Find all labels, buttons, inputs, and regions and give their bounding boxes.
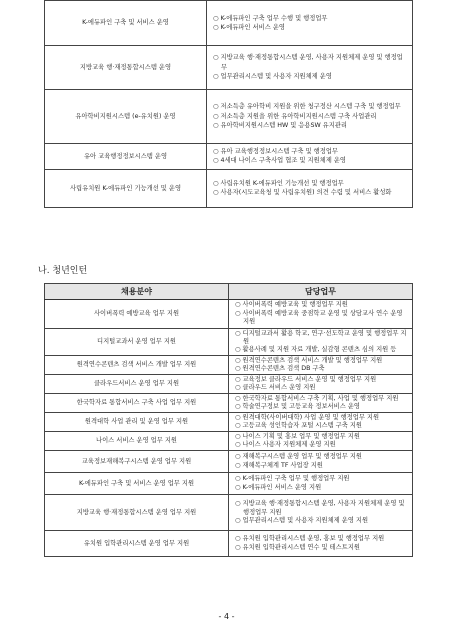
page-number: - 4 - (218, 612, 235, 621)
field-cell: 사이버폭력 예방교육 업무 지원 (45, 300, 229, 329)
duty-cell (229, 413, 413, 432)
duty-item: ○ 원격연수콘텐츠 검색 서비스 개발 및 행정업무 지원 (235, 356, 383, 364)
table-row (45, 394, 413, 413)
field-cell: K-에듀파인 구축 및 서비스 운영 (45, 1, 207, 46)
field-cell: 유아 교육행정정보시스템 운영 (45, 144, 207, 170)
duty-cell (229, 451, 413, 473)
table-row (45, 413, 413, 432)
duty-item: ○ 사이버폭력 예방교육 및 행정업무 지원 (235, 301, 348, 309)
duty-item: ○ 재해복구시스템 운영 업무 및 행정업무 지원 (235, 453, 362, 461)
table-row (45, 329, 413, 356)
duty-item: ○ 클라우드 서비스 운영 지원 (235, 384, 316, 392)
field-cell: 교육정보재해복구시스템 운영 업무 지원 (45, 451, 229, 473)
duty-cell (207, 169, 413, 207)
duty-cell (207, 1, 413, 46)
duty-item: ○ 저소득층 지원을 위한 유아학비지원시스템 구축 사업관리 (213, 112, 377, 120)
job-duty-table-continued (44, 0, 413, 208)
field-cell: 나이스 서비스 운영 업무 지원 (45, 432, 229, 451)
table-header-row (45, 284, 413, 300)
duty-item: ○ 한국학자료 통합서비스 구축 기획, 사업 및 행정업무 지원 (235, 394, 399, 402)
duty-item: ○ 지방교육 행·재정통합시스템 운영, 사용자 지원체제 운영 및 행정업무 지원 (235, 500, 405, 516)
duty-cell (207, 144, 413, 170)
table-row (45, 495, 413, 531)
duty-cell (229, 375, 413, 394)
table-row (45, 90, 413, 144)
duty-item: ○ 업무관리시스템 및 사용자 지원체제 운영 (213, 73, 332, 81)
duty-item: ○ 사이버폭력 예방교육 중점학교 운영 및 상담교사 연수 운영지원 (235, 309, 403, 326)
field-cell: 한국학자료 통합서비스 구축 사업 업무 지원 (45, 394, 229, 413)
duty-item: ○ 디지털교과서 활용 학교, 연구·선도학교 운영 및 행정업무 지원 (235, 329, 407, 345)
field-cell: 지방교육 행·재정통합시스템 운영 (45, 46, 207, 90)
duty-item: ○ 교육정보 클라우드 서비스 운영 및 행정업무 지원 (235, 375, 377, 383)
table-row (45, 356, 413, 375)
duty-item: ○ 재해복구체계 TF 사업장 지원 (235, 461, 323, 469)
duty-cell (229, 473, 413, 495)
table-row (45, 375, 413, 394)
field-cell: 지방교육 행·재정통합시스템 운영 업무 지원 (45, 495, 229, 531)
field-label: 유아학비지원시스템 (e-유치원) 운영 (75, 112, 176, 120)
field-cell: 원격연수콘텐츠 검색 서비스 개발 업무 지원 (45, 356, 229, 375)
duty-item: ○ 사용자(시도교육청 및 사립유치원) 의견 수렴 및 서비스 활성화 (213, 189, 392, 197)
duty-cell (229, 356, 413, 375)
duty-item: ○ K-에듀파인 구축 업무 및 행정업무 지원 (235, 475, 350, 483)
duty-cell (229, 432, 413, 451)
duty-cell (229, 329, 413, 356)
duty-item: ○ 업무관리시스템 및 사용자 지원체제 운영 지원 (235, 516, 369, 524)
table-row (45, 531, 413, 557)
section-title: 나. 청년인턴 (38, 266, 88, 276)
duty-cell (207, 90, 413, 144)
field-cell (45, 90, 207, 144)
field-cell: 원격대학 사업 관리 및 운영 업무 지원 (45, 413, 229, 432)
field-cell (45, 169, 207, 207)
duty-item: ○ K-에듀파인 서비스 운영 (213, 24, 285, 31)
table-row (45, 46, 413, 90)
field-cell: 디지털교과서 운영 업무 지원 (45, 329, 229, 356)
youth-intern-table (44, 283, 413, 557)
duty-item: ○ 나이스 기획 및 홍보 업무 및 행정업무 지원 (235, 432, 360, 440)
duty-cell (229, 300, 413, 329)
duty-item: ○ 고등교육 성인학습자 포털 시스템 구축 지원 (235, 422, 362, 430)
field-cell: 유치원 입학관리시스템 운영 업무 지원 (45, 531, 229, 557)
duty-cell (229, 531, 413, 557)
duty-cell (229, 495, 413, 531)
duty-item: ○ 유아학비지원시스템 HW 및 응용SW 유지관리 (213, 122, 348, 130)
table-row (45, 1, 413, 46)
field-label: 사립유치원 K-에듀파인 기능개선 및 운영 (69, 184, 182, 192)
table-row (45, 169, 413, 207)
duty-cell (207, 46, 413, 90)
duty-item: ○ 4세대 나이스 구축사업 협조 및 지원체제 운영 (213, 157, 347, 165)
table-row (45, 144, 413, 170)
duty-item: ○ 유치원 입학관리시스템 운영, 홍보 및 행정업무 지원 (235, 535, 385, 543)
column-header-field: 채용분야 (45, 284, 229, 300)
duty-item: ○ 지방교육 행·재정통합시스템 운영, 사용자 지원체제 운영 및 행정업무 (213, 54, 403, 71)
table-row (45, 451, 413, 473)
duty-item: ○ 사립유치원 K-에듀파인 기능개선 및 행정업무 (213, 179, 344, 187)
field-cell: K-에듀파인 구축 및 서비스 운영 업무 지원 (45, 473, 229, 495)
duty-item: ○ 유아 교육행정정보시스템 구축 및 행정업무 (213, 148, 338, 155)
field-cell: 클라우드서비스 운영 업무 지원 (45, 375, 229, 394)
duty-item: ○ 활용사례 및 지원 자료 개발, 실감형 콘텐츠 심의 지원 등 (235, 346, 397, 354)
duty-item: ○ 저소득층 유아학비 지원을 위한 청구정산 시스템 구축 및 행정업무 (213, 103, 401, 111)
table-row (45, 432, 413, 451)
table-row (45, 300, 413, 329)
column-header-duty: 담당업무 (229, 284, 413, 300)
duty-item: ○ 원격연수콘텐츠 검색 DB 구축 (235, 365, 325, 373)
table-row (45, 473, 413, 495)
duty-item: ○ K-에듀파인 구축 업무 수행 및 행정업무 (213, 14, 328, 22)
duty-item: ○ 원격대학(사이버대학) 사업 운영 및 행정업무 지원 (235, 413, 380, 421)
duty-item: ○ 학술연구정보 및 고등교육 정보서비스 운영 (235, 403, 360, 411)
duty-item: ○ 나이스 사용자 지원체제 운영 지원 (235, 441, 336, 449)
duty-item: ○ K-에듀파인 서비스 운영 지원 (235, 483, 322, 491)
duty-cell (229, 394, 413, 413)
duty-item: ○ 유치원 입학관리시스템 연수 및 테스트지원 (235, 543, 360, 551)
